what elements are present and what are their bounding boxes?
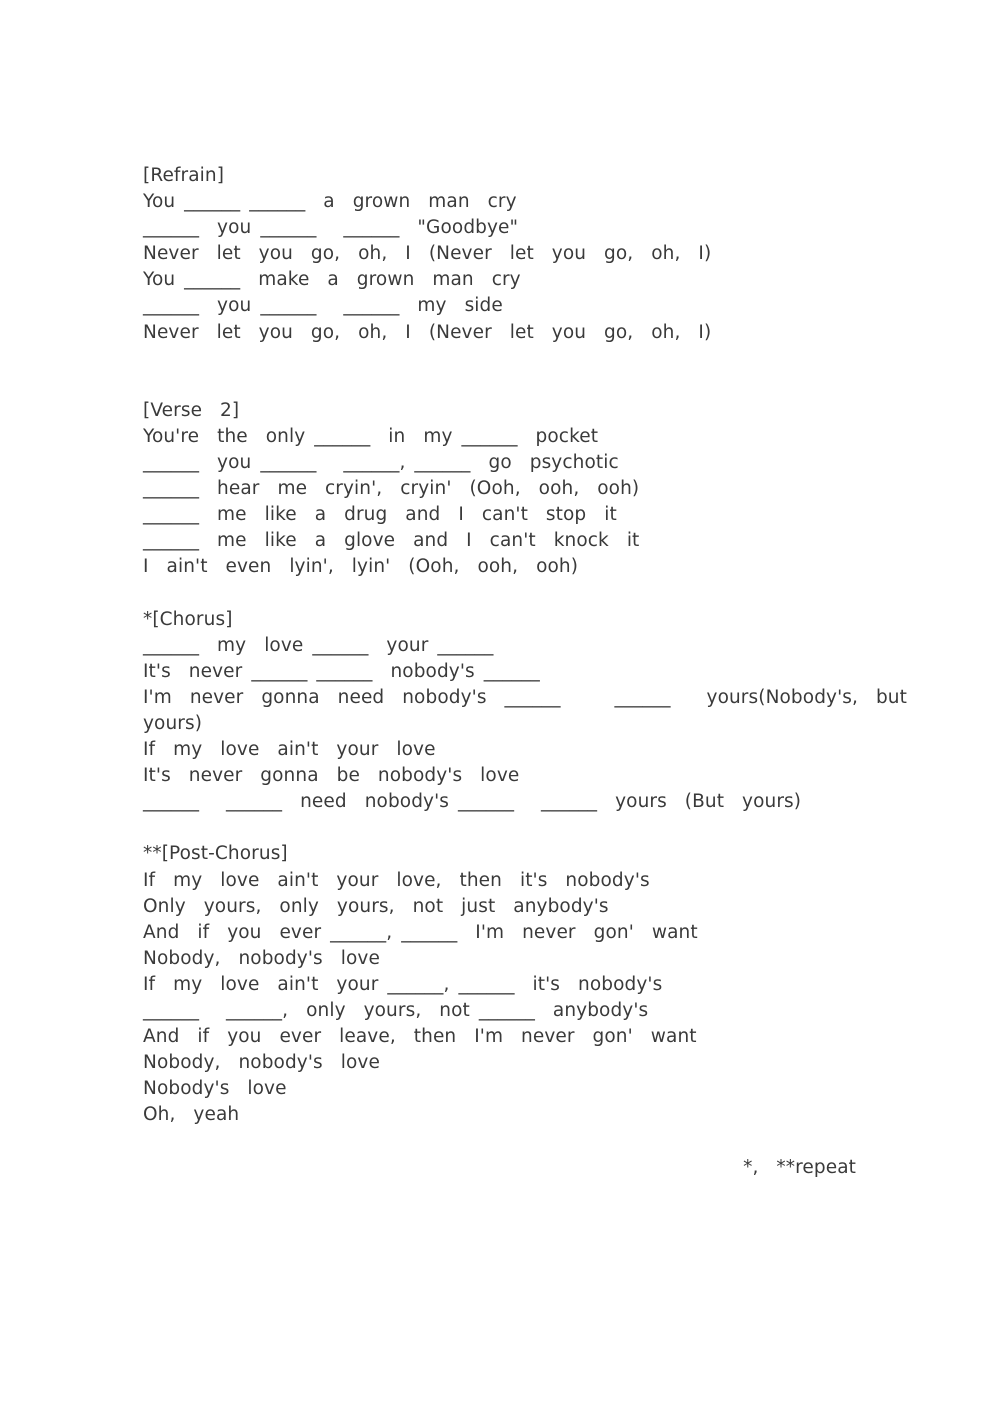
lyric-line: And if you ever ______, ______ I'm never gon' want <box>143 921 698 943</box>
lyric-line: ______ you ______ ______ my side <box>143 295 503 317</box>
lyric-line: It's never ______ ______ nobody's ______ <box>143 660 540 682</box>
lyric-line-wrapped: I'm never gonna need nobody's ______ ______ yours(Nobody's, but <box>143 686 907 708</box>
lyric-line: Oh, yeah <box>143 1104 240 1126</box>
lyric-line: Nobody's love <box>143 1078 287 1100</box>
lyric-line: ______ you ______ ______, ______ go psychotic <box>143 452 619 474</box>
section-heading: *[Chorus] <box>143 608 233 630</box>
lyric-line: You ______ ______ a grown man cry <box>143 191 517 213</box>
section-spacer <box>143 815 856 841</box>
lyric-line: Never let you go, oh, I (Never let you go, oh, I) <box>143 243 712 265</box>
lyric-line: Nobody, nobody's love <box>143 1052 380 1074</box>
section-spacer <box>143 581 856 607</box>
section-heading: **[Post-Chorus] <box>143 843 288 865</box>
refrain-section <box>143 163 856 346</box>
lyric-line: Nobody, nobody's love <box>143 947 380 969</box>
lyric-line: And if you ever leave, then I'm never gon' want <box>143 1026 697 1048</box>
post-chorus-section <box>143 841 856 1128</box>
lyric-line: ______ me like a glove and I can't knock it <box>143 530 640 552</box>
lyric-line: If my love ain't your love <box>143 739 436 761</box>
lyric-line: You're the only ______ in my ______ pocket <box>143 425 599 447</box>
lyric-line: Only yours, only yours, not just anybody's <box>143 895 609 917</box>
lyric-line: I ain't even lyin', lyin' (Ooh, ooh, ooh) <box>143 556 579 578</box>
lyric-line: ______ me like a drug and I can't stop it <box>143 504 617 526</box>
lyric-line-continuation: yours) <box>143 712 203 734</box>
section-heading: [Refrain] <box>143 165 225 186</box>
lyric-line: ______ you ______ ______ "Goodbye" <box>143 217 519 239</box>
chorus-section <box>143 607 907 816</box>
section-spacer <box>143 1128 856 1154</box>
lyric-line: If my love ain't your love, then it's nobody's <box>143 869 650 891</box>
lyrics-body <box>143 163 907 1181</box>
repeat-note: *, **repeat <box>743 1156 856 1178</box>
lyric-line: It's never gonna be nobody's love <box>143 765 520 787</box>
lyric-line: ______ ______ need nobody's ______ ______ yours (But yours) <box>143 791 802 813</box>
lyric-line: If my love ain't your ______, ______ it's nobody's <box>143 973 663 995</box>
lyric-line: Never let you go, oh, I (Never let you go, oh, I) <box>143 321 712 343</box>
lyric-line: ______ ______, only yours, not ______ anybody's <box>143 1000 649 1021</box>
lyric-line: ______ hear me cryin', cryin' (Ooh, ooh, ooh) <box>143 478 640 500</box>
verse2-section <box>143 398 856 581</box>
lyric-line: ______ my love ______ your ______ <box>143 634 494 656</box>
section-heading: [Verse 2] <box>143 399 240 421</box>
section-spacer <box>143 346 856 398</box>
lyric-line: You ______ make a grown man cry <box>143 269 521 291</box>
